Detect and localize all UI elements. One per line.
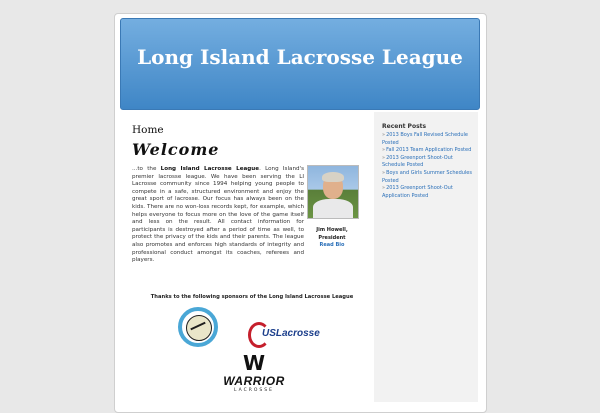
intro-prefix: ...to the: [132, 166, 161, 172]
caption-title: President: [318, 234, 346, 241]
read-bio-link[interactable]: Read Bio: [319, 242, 345, 248]
warrior-w-icon: W: [242, 351, 266, 375]
recent-post-link[interactable]: Boys and Girls Summer Schedules Posted: [382, 169, 472, 184]
intro-league-name: Long Island Lacrosse League: [160, 166, 260, 172]
recent-post-item[interactable]: [382, 147, 474, 155]
recent-post-link[interactable]: 2013 Greenport Shoot-Out Application Posted: [382, 185, 453, 199]
recent-post-link[interactable]: Fall 2013 Team Application Posted: [386, 147, 472, 154]
sidebar: [374, 112, 478, 402]
sponsor-logo-circle[interactable]: [178, 307, 218, 347]
bullet-icon: »: [382, 185, 386, 192]
recent-post-item[interactable]: [382, 132, 474, 147]
caption-name: Jim Howell,: [316, 227, 348, 233]
site-header: [120, 18, 480, 110]
sponsors-heading: Thanks to the following sponsors of the Long Island Lacrosse League: [150, 294, 354, 300]
photo-caption: [304, 227, 360, 250]
uslacrosse-text: USLacrosse: [262, 328, 320, 339]
bullet-icon: »: [382, 132, 386, 138]
recent-post-link[interactable]: 2013 Boys Fall Revised Schedule Posted: [382, 132, 468, 146]
page-title: Home: [132, 124, 164, 136]
sponsor-logo-warrior[interactable]: [214, 352, 294, 400]
sponsor-logo-uslacrosse[interactable]: [248, 320, 318, 348]
photo-shirt: [313, 199, 353, 219]
site-title[interactable]: Long Island Lacrosse League: [137, 45, 463, 69]
recent-post-item[interactable]: [382, 155, 474, 170]
warrior-text: WARRIOR: [223, 374, 285, 388]
sidebar-title: Recent Posts: [382, 123, 427, 130]
bullet-icon: »: [382, 154, 386, 161]
intro-paragraph: [132, 166, 304, 265]
recent-post-item[interactable]: [382, 185, 474, 200]
bullet-icon: »: [382, 147, 386, 154]
welcome-heading: Welcome: [132, 140, 220, 159]
intro-body: . Long Island's premier lacrosse league. We have been serving the LI Lacrosse community since 1994 helping young people to compete in a safe, structured environment and enjoy the great sport of lacrosse. Our focus has always been on the kids. There are no won-loss records kept, for example, which helps everyone to focus more on the love of the game itself and less on the result. All contact information for participants is destroyed after a period of time as well, to protect the privacy of the kids and their parents. The league also promotes and enforces high standards of integrity and professional conduct amongst its coaches, referees and players.: [132, 166, 304, 264]
warrior-subtext: LACROSSE: [234, 388, 274, 393]
photo-hair: [322, 172, 344, 182]
bullet-icon: »: [382, 169, 386, 176]
recent-post-item[interactable]: [382, 170, 474, 185]
recent-posts-list: [382, 132, 474, 200]
president-photo: [307, 165, 359, 219]
recent-post-link[interactable]: 2013 Greenport Shoot-Out Schedule Posted: [382, 154, 453, 169]
